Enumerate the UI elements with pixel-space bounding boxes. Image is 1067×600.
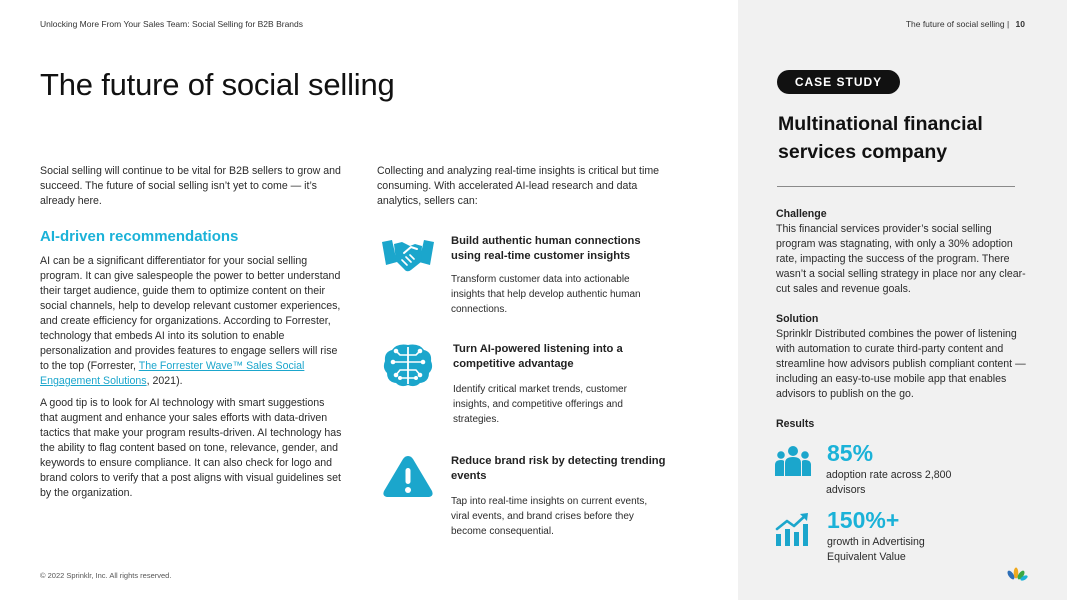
solution-label: Solution [776, 313, 819, 325]
ai-paragraph-1-text: AI can be a significant differentiator for your social selling program. It can give salespeople the power to better understand their target audience, guide them to optimize content on their social channels, help to develop relevant customer experiences, and create efficiency for organizations. According to Forrester, technology that embeds AI into its solution to enable personalization and provides features to engage sellers will rise to the top (Forrester, [40, 255, 341, 372]
stat-value-growth: 150%+ [827, 507, 900, 533]
stat-value-adoption: 85% [827, 440, 874, 466]
page-header-right [906, 19, 1025, 29]
case-study-badge: CASE STUDY [777, 70, 900, 94]
divider [777, 186, 1015, 187]
forrester-wave-link[interactable]: The Forrester Wave™ Sales Social Engagement Solutions [40, 360, 305, 387]
document-title: Unlocking More From Your Sales Team: Social Selling for B2B Brands [40, 19, 303, 29]
feature-title-2: Turn AI-powered listening into a competitive advantage [453, 343, 623, 370]
results-label: Results [776, 418, 815, 430]
copyright-footer: © 2022 Sprinklr, Inc. All rights reserved. [40, 571, 172, 580]
solution-text: Sprinklr Distributed combines the power of listening with automation to curate third-party content and streamline how advisors publish compliant content — including an easy-to-use mobile app that enables advisors to publish on the go. [776, 328, 1026, 400]
case-study-title: Multinational financial services company [778, 113, 983, 163]
growth-chart-icon [775, 512, 811, 546]
feature-desc-2: Identify critical market trends, customer insights, and competitive offerings and strategies. [453, 384, 627, 425]
section-heading: AI-driven recommendations [40, 228, 239, 245]
section-name: The future of social selling [905, 19, 1005, 29]
handshake-icon [380, 230, 436, 280]
challenge-label: Challenge [776, 208, 827, 220]
ai-paragraph-1 [40, 254, 345, 389]
intro-paragraph: Social selling will continue to be vital for B2B sellers to grow and succeed. The future of social selling isn’t yet to come — it’s already here. [40, 165, 341, 207]
people-group-icon [775, 445, 811, 477]
ai-paragraph-2: A good tip is to look for AI technology with smart suggestions that augment and enhance your sales efforts with data-driven tactics that make your program results-driven. AI technology has the ability to flag content based on tone, relevance, gender, and keywords to ensure compliance. It can also check for logo and brand colors to verify that a post aligns with visual guidelines set by the organization. [40, 397, 342, 499]
feature-desc-1: Transform customer data into actionable insights that help develop authentic human connections. [451, 274, 641, 315]
challenge-text: This financial services provider’s social selling program was stagnating, with only a 30% adoption rate, impacting the success of the program. There wasn’t a social selling strategy in place nor any clear-cut sales and revenue goals. [776, 223, 1026, 295]
insights-intro: Collecting and analyzing real-time insights is critical but time consuming. With accelerated AI-lead research and data analytics, sellers can: [377, 165, 660, 207]
page-title: The future of social selling [40, 67, 395, 102]
sprinklr-logo [1006, 566, 1028, 584]
stat-desc-adoption: adoption rate across 2,800 advisors [826, 469, 952, 496]
feature-title-3: Reduce brand risk by detecting trending events [451, 455, 666, 482]
page-number: 10 [1015, 19, 1025, 29]
feature-desc-3: Tap into real-time insights on current events, viral events, and brand crises before they become consequential. [451, 496, 648, 537]
ai-paragraph-1-end: , 2021). [146, 375, 183, 387]
stat-desc-growth: growth in Advertising Equivalent Value [827, 536, 925, 563]
header-separator: | [1006, 19, 1010, 29]
warning-icon [380, 452, 436, 502]
feature-title-1: Build authentic human connections using real-time customer insights [451, 235, 641, 262]
brain-icon [380, 340, 436, 390]
